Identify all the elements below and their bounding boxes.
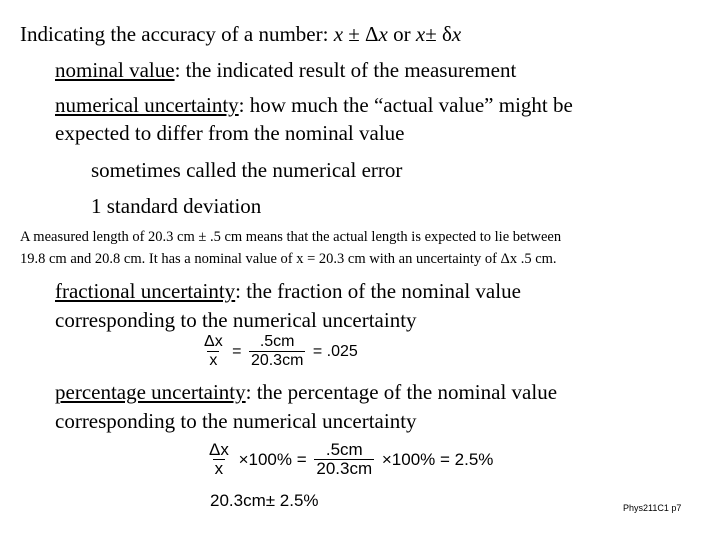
slide-heading: Indicating the accuracy of a number: x ± Δx or x± δx: [20, 22, 462, 46]
fractional-uncertainty-line2: corresponding to the numerical uncertainty: [55, 308, 417, 332]
fraction-dx-over-x-2: $\frac{\Delta x}{x}$: [209, 440, 229, 478]
percentage-uncertainty-formula: $\frac{\Delta x}{x}$ ×100% = $\frac{.5cm}{20.3cm}$ ×100% = 2.5%: [209, 440, 494, 478]
fraction-cm-over-cm: $\frac{.5cm}{20.3cm}$: [250, 333, 304, 369]
example-line2: 19.8 cm and 20.8 cm. It has a nominal value of x = 20.3 cm with an uncertainty of Δx .5 cm.: [20, 251, 557, 267]
numerical-uncertainty-term: numerical uncertainty: [55, 93, 239, 117]
page-reference: Phys211C1 p7: [623, 503, 682, 513]
percentage-uncertainty-line2: corresponding to the numerical uncertainty: [55, 409, 417, 433]
fractional-uncertainty-term: fractional uncertainty: [55, 279, 236, 303]
fractional-uncertainty-definition: fractional uncertainty: the fraction of the nominal value: [55, 279, 521, 303]
nominal-value-term: nominal value: [55, 58, 175, 82]
nominal-value-definition: nominal value: the indicated result of the measurement: [55, 58, 517, 82]
numerical-uncertainty-sub1: sometimes called the numerical error: [91, 158, 403, 182]
numerical-uncertainty-sub2: 1 standard deviation: [91, 194, 262, 218]
numerical-uncertainty-line2: expected to differ from the nominal value: [55, 121, 405, 145]
percentage-uncertainty-definition: percentage uncertainty: the percentage of the nominal value: [55, 380, 558, 404]
numerical-uncertainty-definition: numerical uncertainty: how much the “actual value” might be: [55, 93, 573, 117]
fractional-uncertainty-formula: $\frac{\Delta x}{x}$ = $\frac{.5cm}{20.3cm}$ = .025: [204, 333, 358, 369]
fraction-cm-over-cm-2: $\frac{.5cm}{20.3cm}$: [316, 440, 373, 478]
result-expression: 20.3cm± 2.5%: [210, 491, 319, 510]
fraction-dx-over-x: $\frac{\Delta x}{x}$: [204, 333, 223, 369]
percentage-uncertainty-term: percentage uncertainty: [55, 380, 246, 404]
example-line1: A measured length of 20.3 cm ± .5 cm means that the actual length is expected to lie between: [20, 229, 562, 245]
